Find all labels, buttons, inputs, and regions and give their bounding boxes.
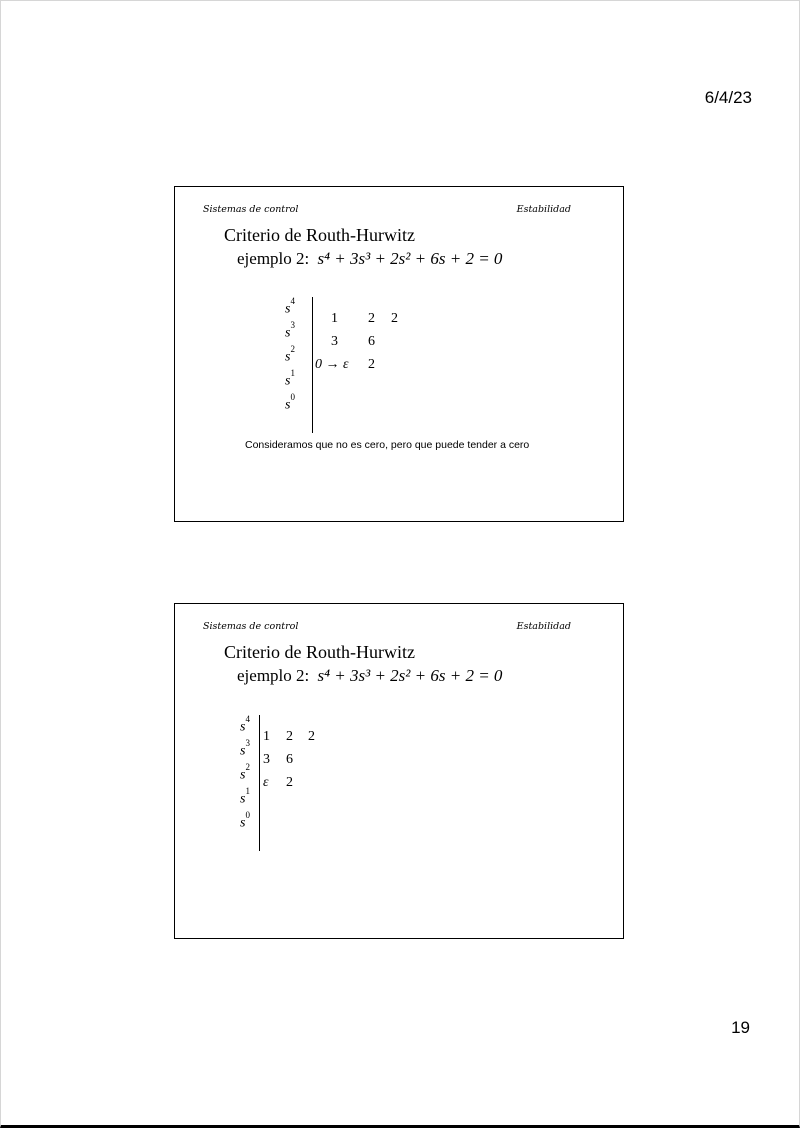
cell: 1 bbox=[331, 311, 338, 326]
slide-note: Consideramos que no es cero, pero que puede tender a cero bbox=[245, 439, 530, 451]
slide-title: Criterio de Routh-Hurwitz bbox=[224, 225, 415, 245]
row-label-s1: $s^1$ bbox=[240, 786, 250, 807]
row-label-s2: $s^2$ bbox=[240, 762, 250, 783]
slide-header-left: Sistemas de control bbox=[203, 621, 299, 632]
cell: 6 bbox=[286, 752, 293, 767]
row-label-s4: $s^4$ bbox=[285, 296, 295, 317]
cell: 2 bbox=[368, 357, 375, 372]
slide-subtitle bbox=[237, 249, 502, 269]
cell: 2 bbox=[391, 311, 398, 326]
example-label: ejemplo 2: bbox=[237, 249, 310, 268]
slide-2 bbox=[174, 603, 624, 939]
row-label-s1: $s^1$ bbox=[285, 368, 295, 389]
slide-title: Criterio de Routh-Hurwitz bbox=[224, 642, 415, 662]
characteristic-equation: s⁴ + 3s³ + 2s² + 6s + 2 = 0 bbox=[317, 249, 503, 268]
table-divider bbox=[259, 715, 260, 851]
page-number: 19 bbox=[731, 1018, 750, 1037]
page-date: 6/4/23 bbox=[704, 88, 752, 107]
row-label-s2: $s^2$ bbox=[285, 344, 295, 365]
cell: 2 bbox=[286, 729, 293, 744]
cell: ε bbox=[263, 775, 269, 790]
slide-header-right: Estabilidad bbox=[516, 204, 571, 215]
cell: 1 bbox=[263, 729, 270, 744]
row-label-s4: $s^4$ bbox=[240, 714, 250, 735]
row-label-s0: $s^0$ bbox=[285, 392, 295, 413]
slide-header-left: Sistemas de control bbox=[203, 204, 299, 215]
table-divider bbox=[312, 297, 313, 433]
cell: 6 bbox=[368, 334, 375, 349]
cell: 2 bbox=[286, 775, 293, 790]
cell: 0 → ε bbox=[315, 357, 349, 372]
example-label: ejemplo 2: bbox=[237, 666, 310, 685]
cell: 2 bbox=[308, 729, 315, 744]
row-label-s3: $s^3$ bbox=[240, 738, 250, 759]
slide-subtitle bbox=[237, 666, 502, 686]
cell: 2 bbox=[368, 311, 375, 326]
characteristic-equation: s⁴ + 3s³ + 2s² + 6s + 2 = 0 bbox=[317, 666, 503, 685]
row-label-s0: $s^0$ bbox=[240, 810, 250, 831]
cell: 3 bbox=[331, 334, 338, 349]
cell: 3 bbox=[263, 752, 270, 767]
row-label-s3: $s^3$ bbox=[285, 320, 295, 341]
slide-1 bbox=[174, 186, 624, 522]
slide-header-right: Estabilidad bbox=[516, 621, 571, 632]
